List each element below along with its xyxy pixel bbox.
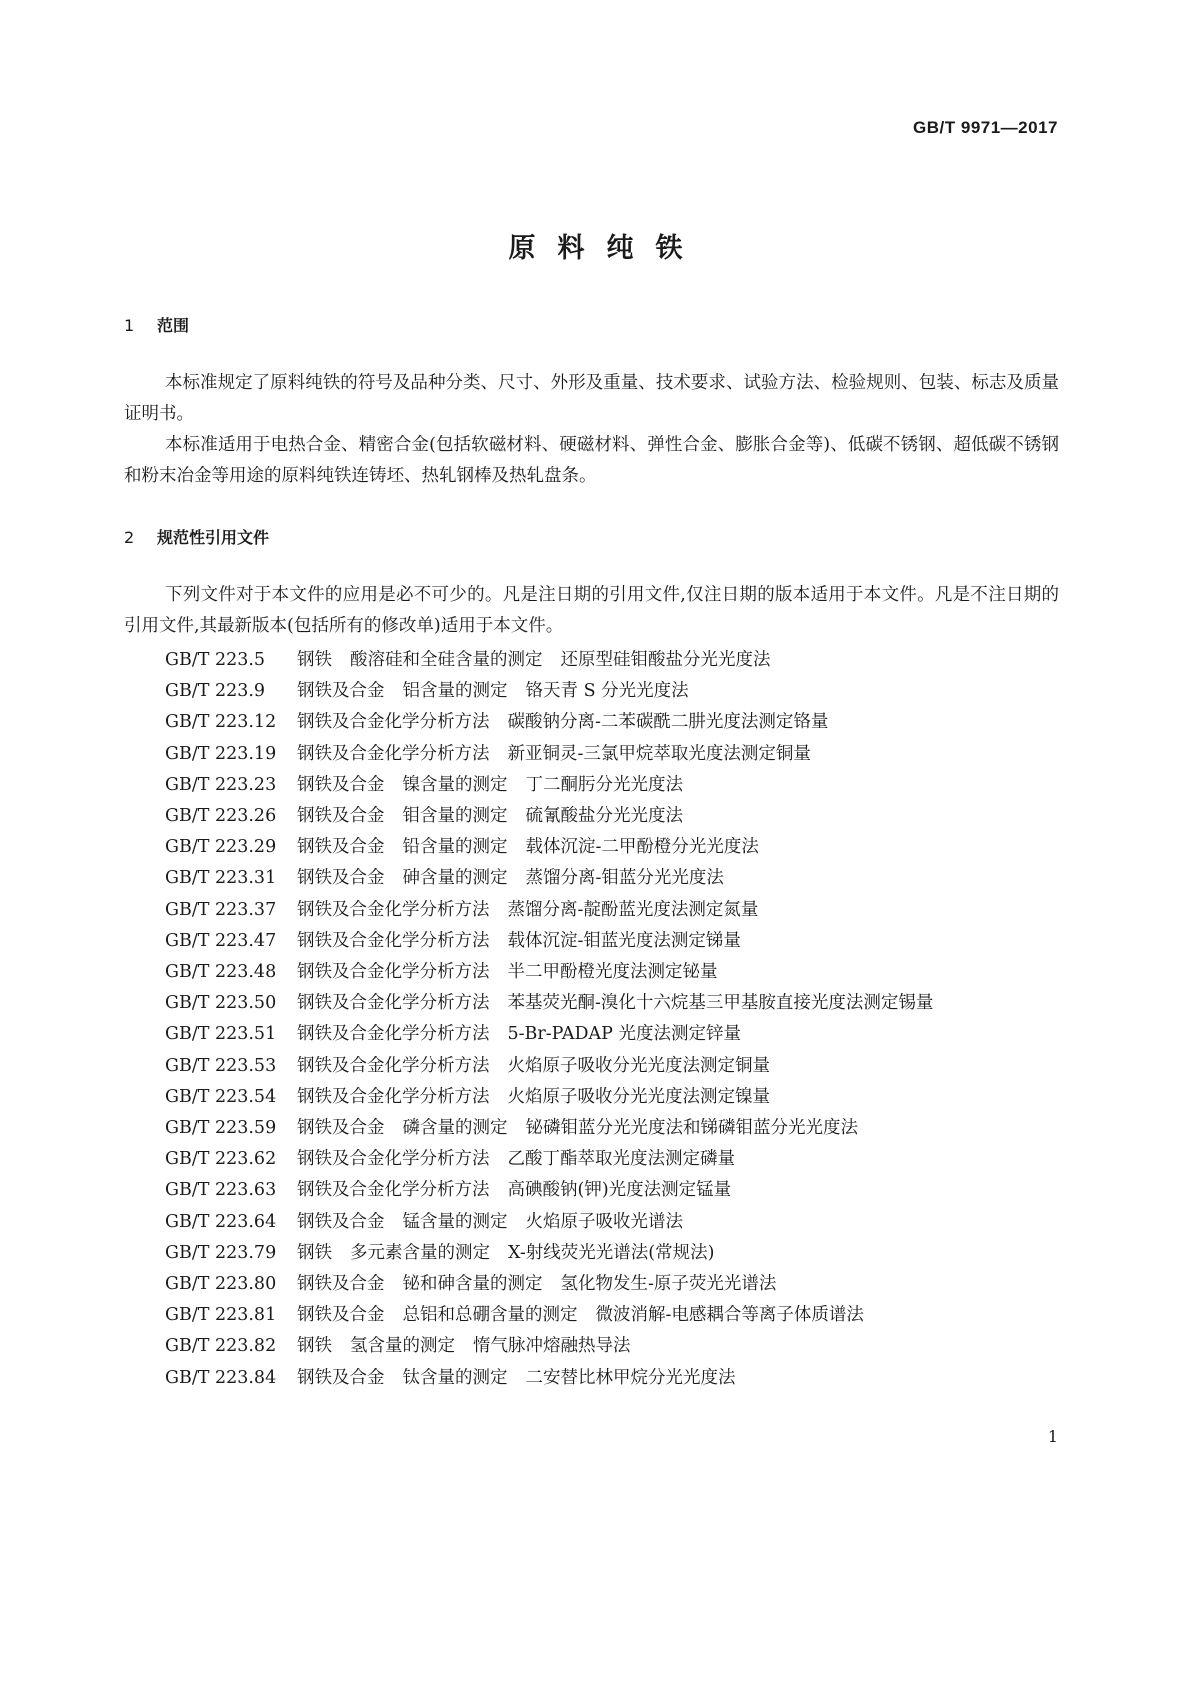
reference-part-1: 钢铁 [297, 1242, 332, 1263]
reference-item [124, 770, 1059, 801]
reference-code: GB/T 223.48 [165, 962, 277, 983]
reference-part-1: 钢铁 [297, 1336, 332, 1357]
reference-part-2: 载体沉淀-钼蓝光度法测定锑量 [507, 930, 741, 951]
reference-code: GB/T 223.26 [165, 806, 277, 827]
reference-part-2: 蒸馏分离-靛酚蓝光度法测定氮量 [507, 899, 759, 920]
reference-part-2: 苯基荧光酮-溴化十六烷基三甲基胺直接光度法测定锡量 [507, 993, 934, 1014]
reference-part-3: 二安替比林甲烷分光光度法 [525, 1367, 736, 1388]
reference-part-2: 总铝和总硼含量的测定 [402, 1305, 578, 1326]
reference-part-1: 钢铁及合金化学分析方法 [297, 1149, 490, 1170]
reference-part-2: 铝含量的测定 [402, 681, 508, 702]
reference-part-2: 镍含量的测定 [402, 774, 508, 795]
reference-part-3: 载体沉淀-二甲酚橙分光光度法 [525, 837, 759, 858]
reference-part-2: 碳酸钠分离-二苯碳酰二肼光度法测定铬量 [507, 712, 829, 733]
scope-paragraph-1: 本标准规定了原料纯铁的符号及品种分类、尺寸、外形及重量、技术要求、试验方法、检验规则、包装、标志及质量证明书。 [124, 373, 1059, 424]
reference-item [124, 739, 1059, 770]
reference-part-1: 钢铁及合金 [297, 774, 385, 795]
reference-part-1: 钢铁及合金 [297, 868, 385, 889]
reference-part-2: 新亚铜灵-三氯甲烷萃取光度法测定铜量 [507, 743, 811, 764]
reference-part-1: 钢铁及合金 [297, 1305, 385, 1326]
reference-code: GB/T 223.37 [165, 899, 277, 920]
section-title: 规范性引用文件 [157, 528, 270, 547]
section-title: 范围 [157, 316, 190, 335]
reference-part-2: 半二甲酚橙光度法测定铋量 [507, 962, 718, 983]
page-number: 1 [1047, 1427, 1058, 1446]
references-intro-paragraph: 下列文件对于本文件的应用是必不可少的。凡是注日期的引用文件,仅注日期的版本适用于本文件。凡是不注日期的引用文件,其最新版本(包括所有的修改单)适用于本文件。 [124, 585, 1059, 636]
reference-part-2: 酸溶硅和全硅含量的测定 [350, 650, 543, 670]
reference-part-1: 钢铁及合金 [297, 1274, 385, 1295]
reference-part-2: 火焰原子吸收分光光度法测定镍量 [507, 1086, 770, 1107]
reference-code: GB/T 223.79 [165, 1242, 277, 1263]
reference-part-2: 铋和砷含量的测定 [402, 1274, 543, 1295]
document-code: GB/T 9971—2017 [913, 118, 1058, 137]
reference-item [124, 645, 1059, 676]
section-number: 1 [124, 316, 135, 335]
reference-item [124, 832, 1059, 863]
reference-part-3: 铋磷钼蓝分光光度法和锑磷钼蓝分光光度法 [525, 1118, 858, 1139]
document-title: 原料纯铁 [508, 233, 705, 264]
section-heading-scope [124, 313, 189, 336]
reference-part-3: 还原型硅钼酸盐分光光度法 [560, 650, 771, 670]
reference-part-1: 钢铁及合金 [297, 1367, 385, 1388]
reference-code: GB/T 223.81 [165, 1305, 277, 1326]
reference-part-1: 钢铁及合金化学分析方法 [297, 899, 490, 920]
reference-list [124, 645, 1059, 1394]
reference-part-1: 钢铁及合金化学分析方法 [297, 712, 490, 733]
reference-code: GB/T 223.62 [165, 1149, 277, 1170]
reference-code: GB/T 223.63 [165, 1180, 277, 1201]
reference-part-3: 丁二酮肟分光光度法 [525, 774, 683, 795]
reference-part-1: 钢铁及合金 [297, 837, 385, 858]
reference-item [124, 1144, 1059, 1175]
reference-code: GB/T 223.84 [165, 1367, 277, 1388]
reference-item [124, 801, 1059, 832]
reference-part-1: 钢铁及合金 [297, 681, 385, 702]
reference-part-2: 钛含量的测定 [402, 1367, 508, 1388]
reference-code: GB/T 223.47 [165, 930, 277, 951]
reference-part-3: 火焰原子吸收光谱法 [525, 1211, 683, 1232]
reference-code: GB/T 223.50 [165, 993, 277, 1014]
reference-part-3: 氢化物发生-原子荧光光谱法 [560, 1274, 777, 1295]
reference-part-1: 钢铁及合金化学分析方法 [297, 930, 490, 951]
reference-part-2: 磷含量的测定 [402, 1118, 508, 1139]
reference-code: GB/T 223.82 [165, 1336, 277, 1357]
reference-code: GB/T 223.51 [165, 1024, 277, 1045]
reference-part-3: 微波消解-电感耦合等离子体质谱法 [595, 1305, 864, 1326]
reference-code: GB/T 223.12 [165, 712, 277, 733]
reference-item [124, 1269, 1059, 1300]
reference-item [124, 1300, 1059, 1331]
reference-item [124, 1238, 1059, 1269]
reference-part-1: 钢铁及合金 [297, 1118, 385, 1139]
reference-item [124, 957, 1059, 988]
reference-part-1: 钢铁及合金化学分析方法 [297, 1024, 490, 1045]
reference-code: GB/T 223.9 [165, 681, 266, 702]
reference-item [124, 1019, 1059, 1050]
reference-item [124, 1363, 1059, 1394]
reference-part-2: 高碘酸钠(钾)光度法测定锰量 [507, 1180, 732, 1201]
reference-part-2: 5-Br-PADAP 光度法测定锌量 [507, 1024, 741, 1045]
reference-code: GB/T 223.59 [165, 1118, 277, 1139]
reference-part-2: 多元素含量的测定 [350, 1242, 490, 1263]
reference-part-1: 钢铁及合金化学分析方法 [297, 1055, 490, 1076]
reference-code: GB/T 223.54 [165, 1086, 277, 1107]
reference-item [124, 926, 1059, 957]
reference-code: GB/T 223.23 [165, 774, 277, 795]
section-heading-normative-references [124, 525, 269, 548]
reference-part-1: 钢铁 [297, 650, 332, 670]
reference-part-2: 氢含量的测定 [350, 1336, 455, 1357]
reference-item [124, 1051, 1059, 1082]
reference-code: GB/T 223.5 [165, 650, 266, 670]
reference-part-3: X-射线荧光光谱法(常规法) [508, 1242, 715, 1263]
reference-code: GB/T 223.31 [165, 868, 277, 889]
reference-item [124, 676, 1059, 707]
reference-item [124, 895, 1059, 926]
reference-part-1: 钢铁及合金 [297, 1211, 385, 1232]
reference-part-1: 钢铁及合金化学分析方法 [297, 743, 490, 764]
reference-item [124, 1082, 1059, 1113]
section-number: 2 [124, 528, 135, 547]
reference-part-1: 钢铁及合金化学分析方法 [297, 962, 490, 983]
reference-item [124, 1113, 1059, 1144]
reference-part-1: 钢铁及合金化学分析方法 [297, 1086, 490, 1107]
reference-part-2: 火焰原子吸收分光光度法测定铜量 [507, 1055, 770, 1076]
reference-part-2: 铅含量的测定 [402, 837, 508, 858]
reference-code: GB/T 223.53 [165, 1055, 277, 1076]
reference-part-2: 锰含量的测定 [402, 1211, 508, 1232]
reference-part-2: 砷含量的测定 [402, 868, 508, 889]
reference-part-1: 钢铁及合金化学分析方法 [297, 1180, 490, 1201]
reference-code: GB/T 223.19 [165, 743, 277, 764]
reference-code: GB/T 223.64 [165, 1211, 277, 1232]
reference-part-3: 铬天青 S 分光光度法 [525, 681, 689, 702]
reference-part-1: 钢铁及合金化学分析方法 [297, 993, 490, 1014]
reference-item [124, 1331, 1059, 1362]
reference-part-3: 硫氰酸盐分光光度法 [525, 806, 683, 827]
reference-part-3: 蒸馏分离-钼蓝分光光度法 [525, 868, 724, 889]
scope-paragraph-2: 本标准适用于电热合金、精密合金(包括软磁材料、硬磁材料、弹性合金、膨胀合金等)、低碳不锈钢、超低碳不锈钢和粉末冶金等用途的原料纯铁连铸坯、热轧钢棒及热轧盘条。 [124, 435, 1059, 486]
reference-item [124, 707, 1059, 738]
reference-item [124, 863, 1059, 894]
reference-code: GB/T 223.29 [165, 837, 277, 858]
reference-item [124, 1175, 1059, 1206]
reference-item [124, 988, 1059, 1019]
reference-part-3: 惰气脉冲熔融热导法 [473, 1336, 631, 1357]
reference-part-2: 乙酸丁酯萃取光度法测定磷量 [507, 1149, 735, 1170]
reference-item [124, 1207, 1059, 1238]
reference-code: GB/T 223.80 [165, 1274, 277, 1295]
reference-part-1: 钢铁及合金 [297, 806, 385, 827]
reference-part-2: 钼含量的测定 [402, 806, 508, 827]
